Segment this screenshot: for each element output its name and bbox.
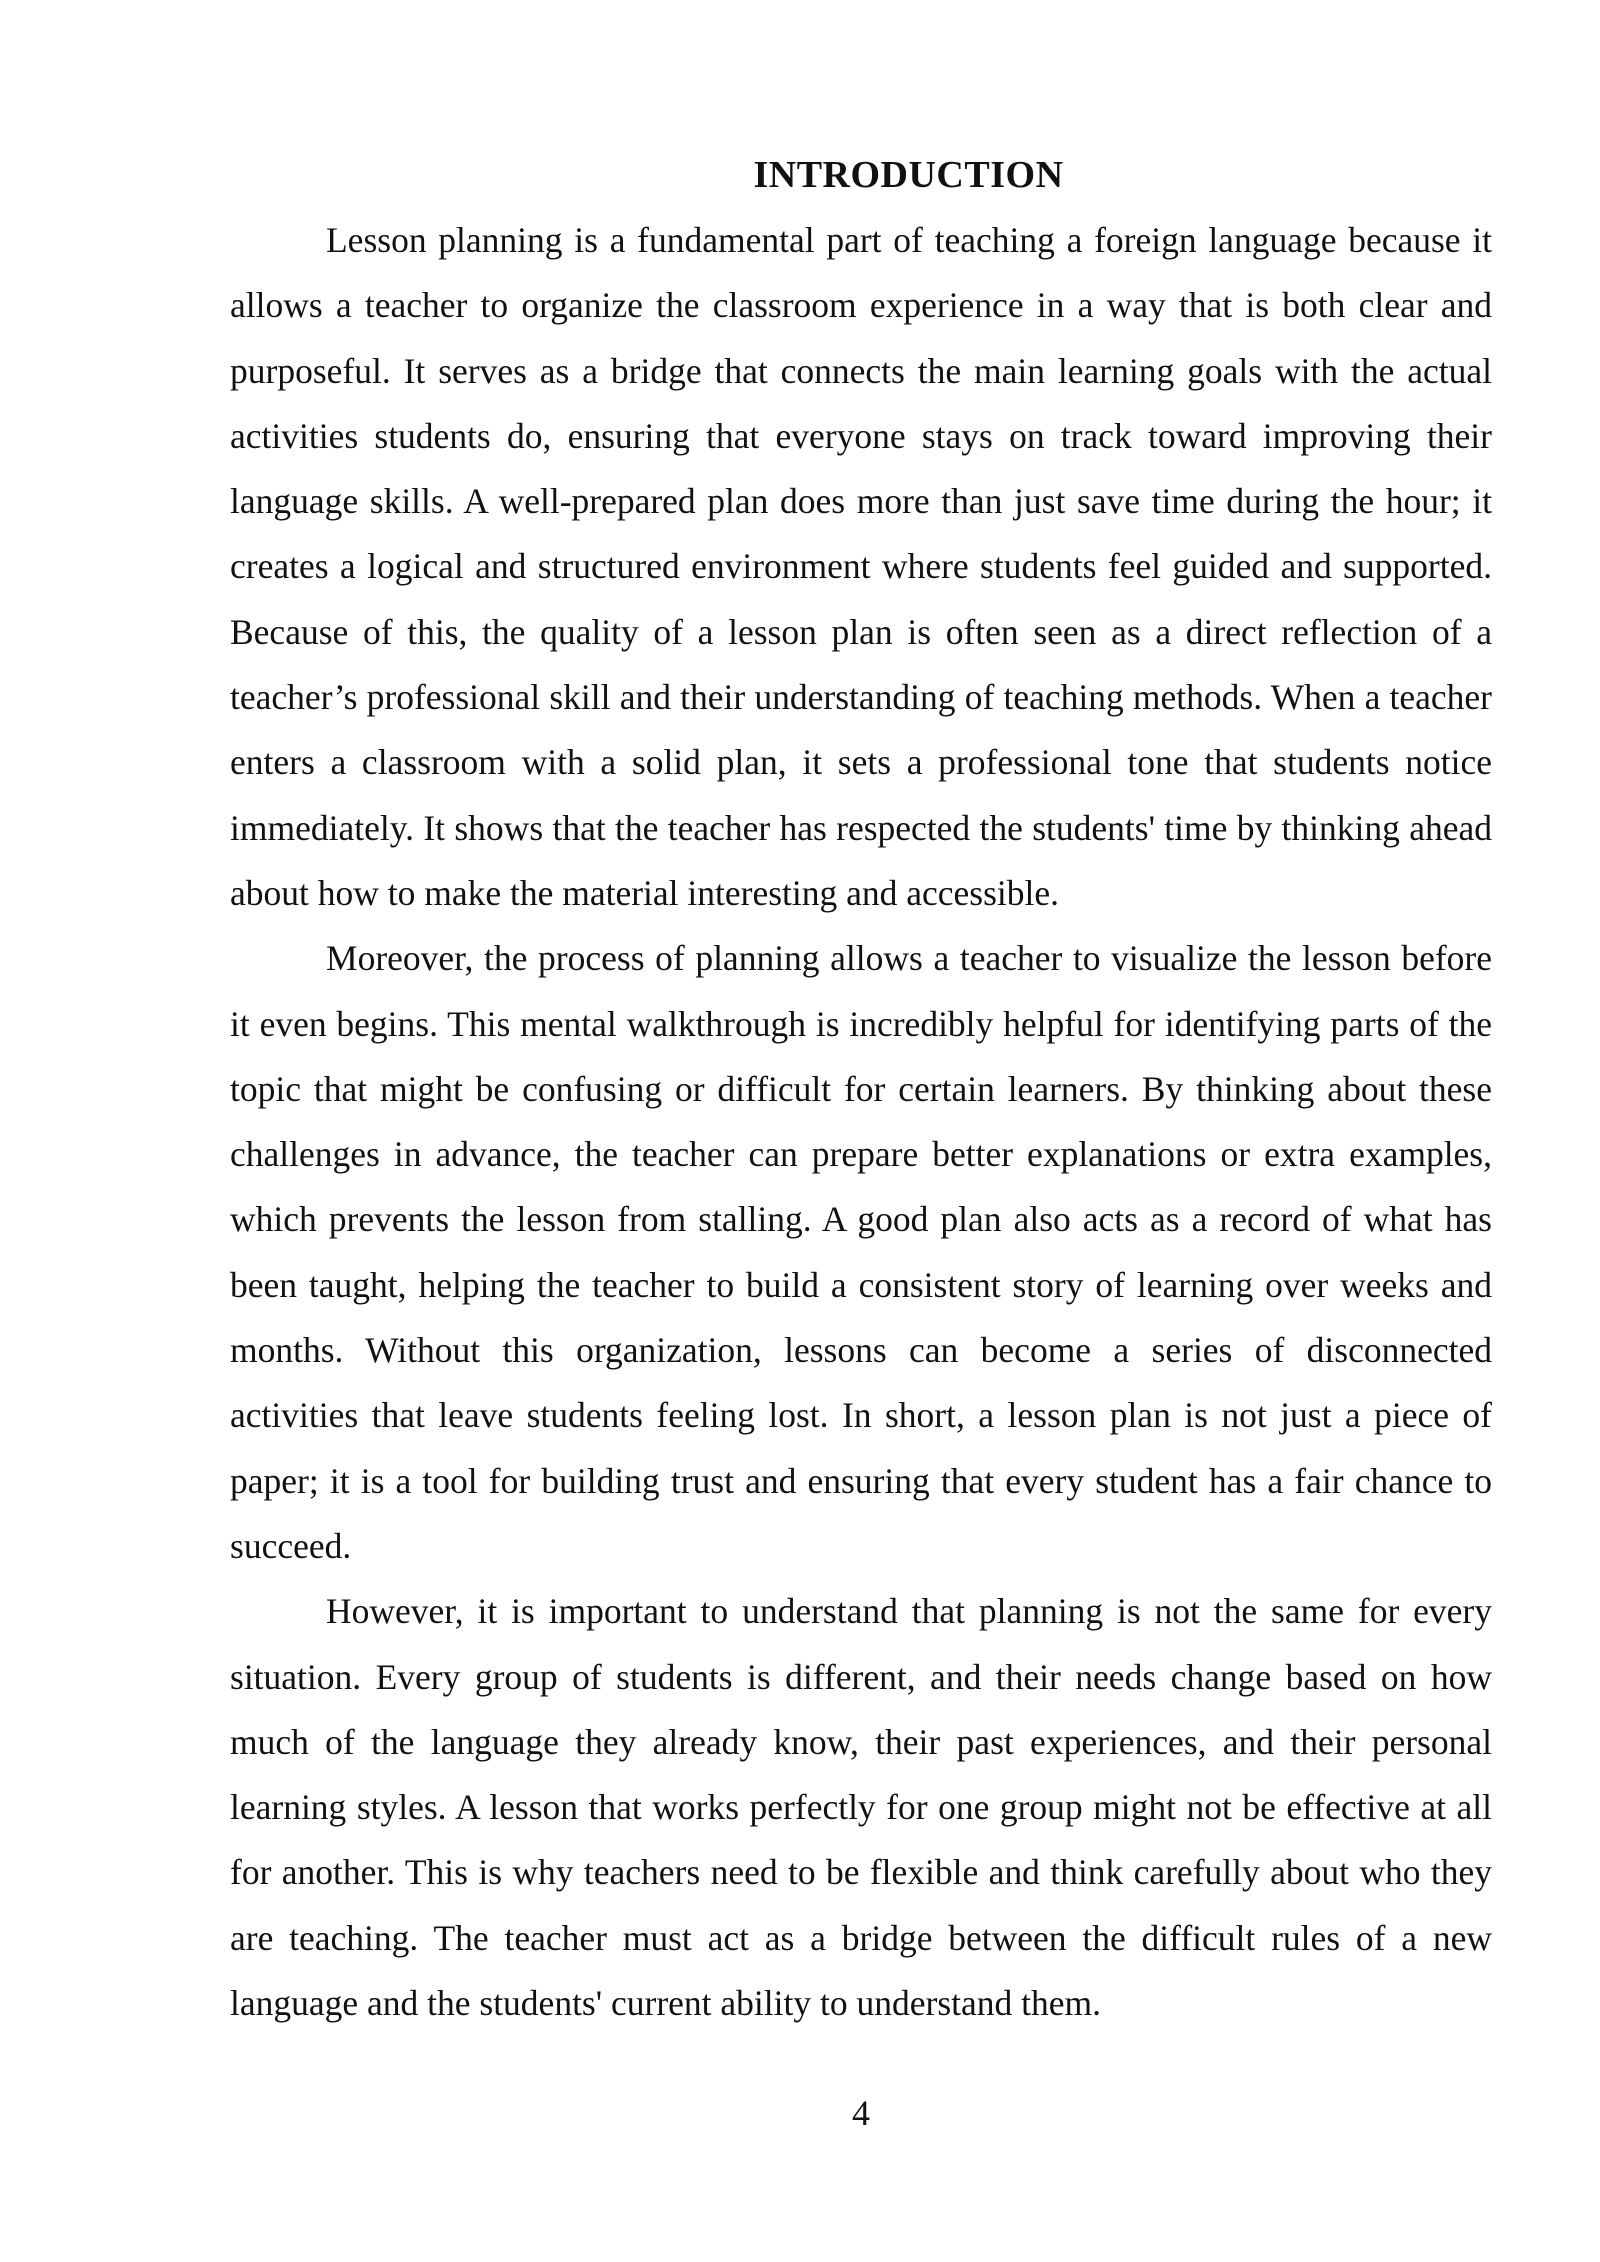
paragraph-1: Lesson planning is a fundamental part of teaching a foreign language because it allows a teacher to organize the classroom experience in a way that is both clear and purposeful. It serves as a bridge that connects the main learning goals with the actual activities students do, ensuring that everyone stays on track toward improving their language skills. A well-prepared plan does more than just save time during the hour; it creates a logical and structured environment where students feel guided and supported. Because of this, the quality of a lesson plan is often seen as a direct reflection of a teacher’s professional skill and their understanding of teaching methods. When a teacher enters a classroom with a solid plan, it sets a professional tone that students notice immediately. It shows that the teacher has respected the students' time by thinking ahead about how to make the material interesting and accessible. [230, 220, 1492, 913]
body-text [230, 208, 1492, 2036]
paragraph-3: However, it is important to understand that planning is not the same for every situation. Every group of students is different, and their needs change based on how much of the language they already know, their past experiences, and their personal learning styles. A lesson that works perfectly for one group might not be effective at all for another. This is why teachers need to be flexible and think carefully about who they are teaching. The teacher must act as a bridge between the difficult rules of a new language and the students' current ability to understand them. [230, 1591, 1492, 2024]
page-number: 4 [852, 2093, 870, 2133]
paragraph-2: Moreover, the process of planning allows a teacher to visualize the lesson before it even begins. This mental walkthrough is incredibly helpful for identifying parts of the topic that might be confusing or difficult for certain learners. By thinking about these challenges in advance, the teacher can prepare better explanations or extra examples, which prevents the lesson from stalling. A good plan also acts as a record of what has been taught, helping the teacher to build a consistent story of learning over weeks and months. Without this organization, lessons can become a series of disconnected activities that leave students feeling lost. In short, a lesson plan is not just a piece of paper; it is a tool for building trust and ensuring that every student has a fair chance to succeed. [230, 938, 1492, 1566]
section-heading: INTRODUCTION [753, 154, 1064, 196]
